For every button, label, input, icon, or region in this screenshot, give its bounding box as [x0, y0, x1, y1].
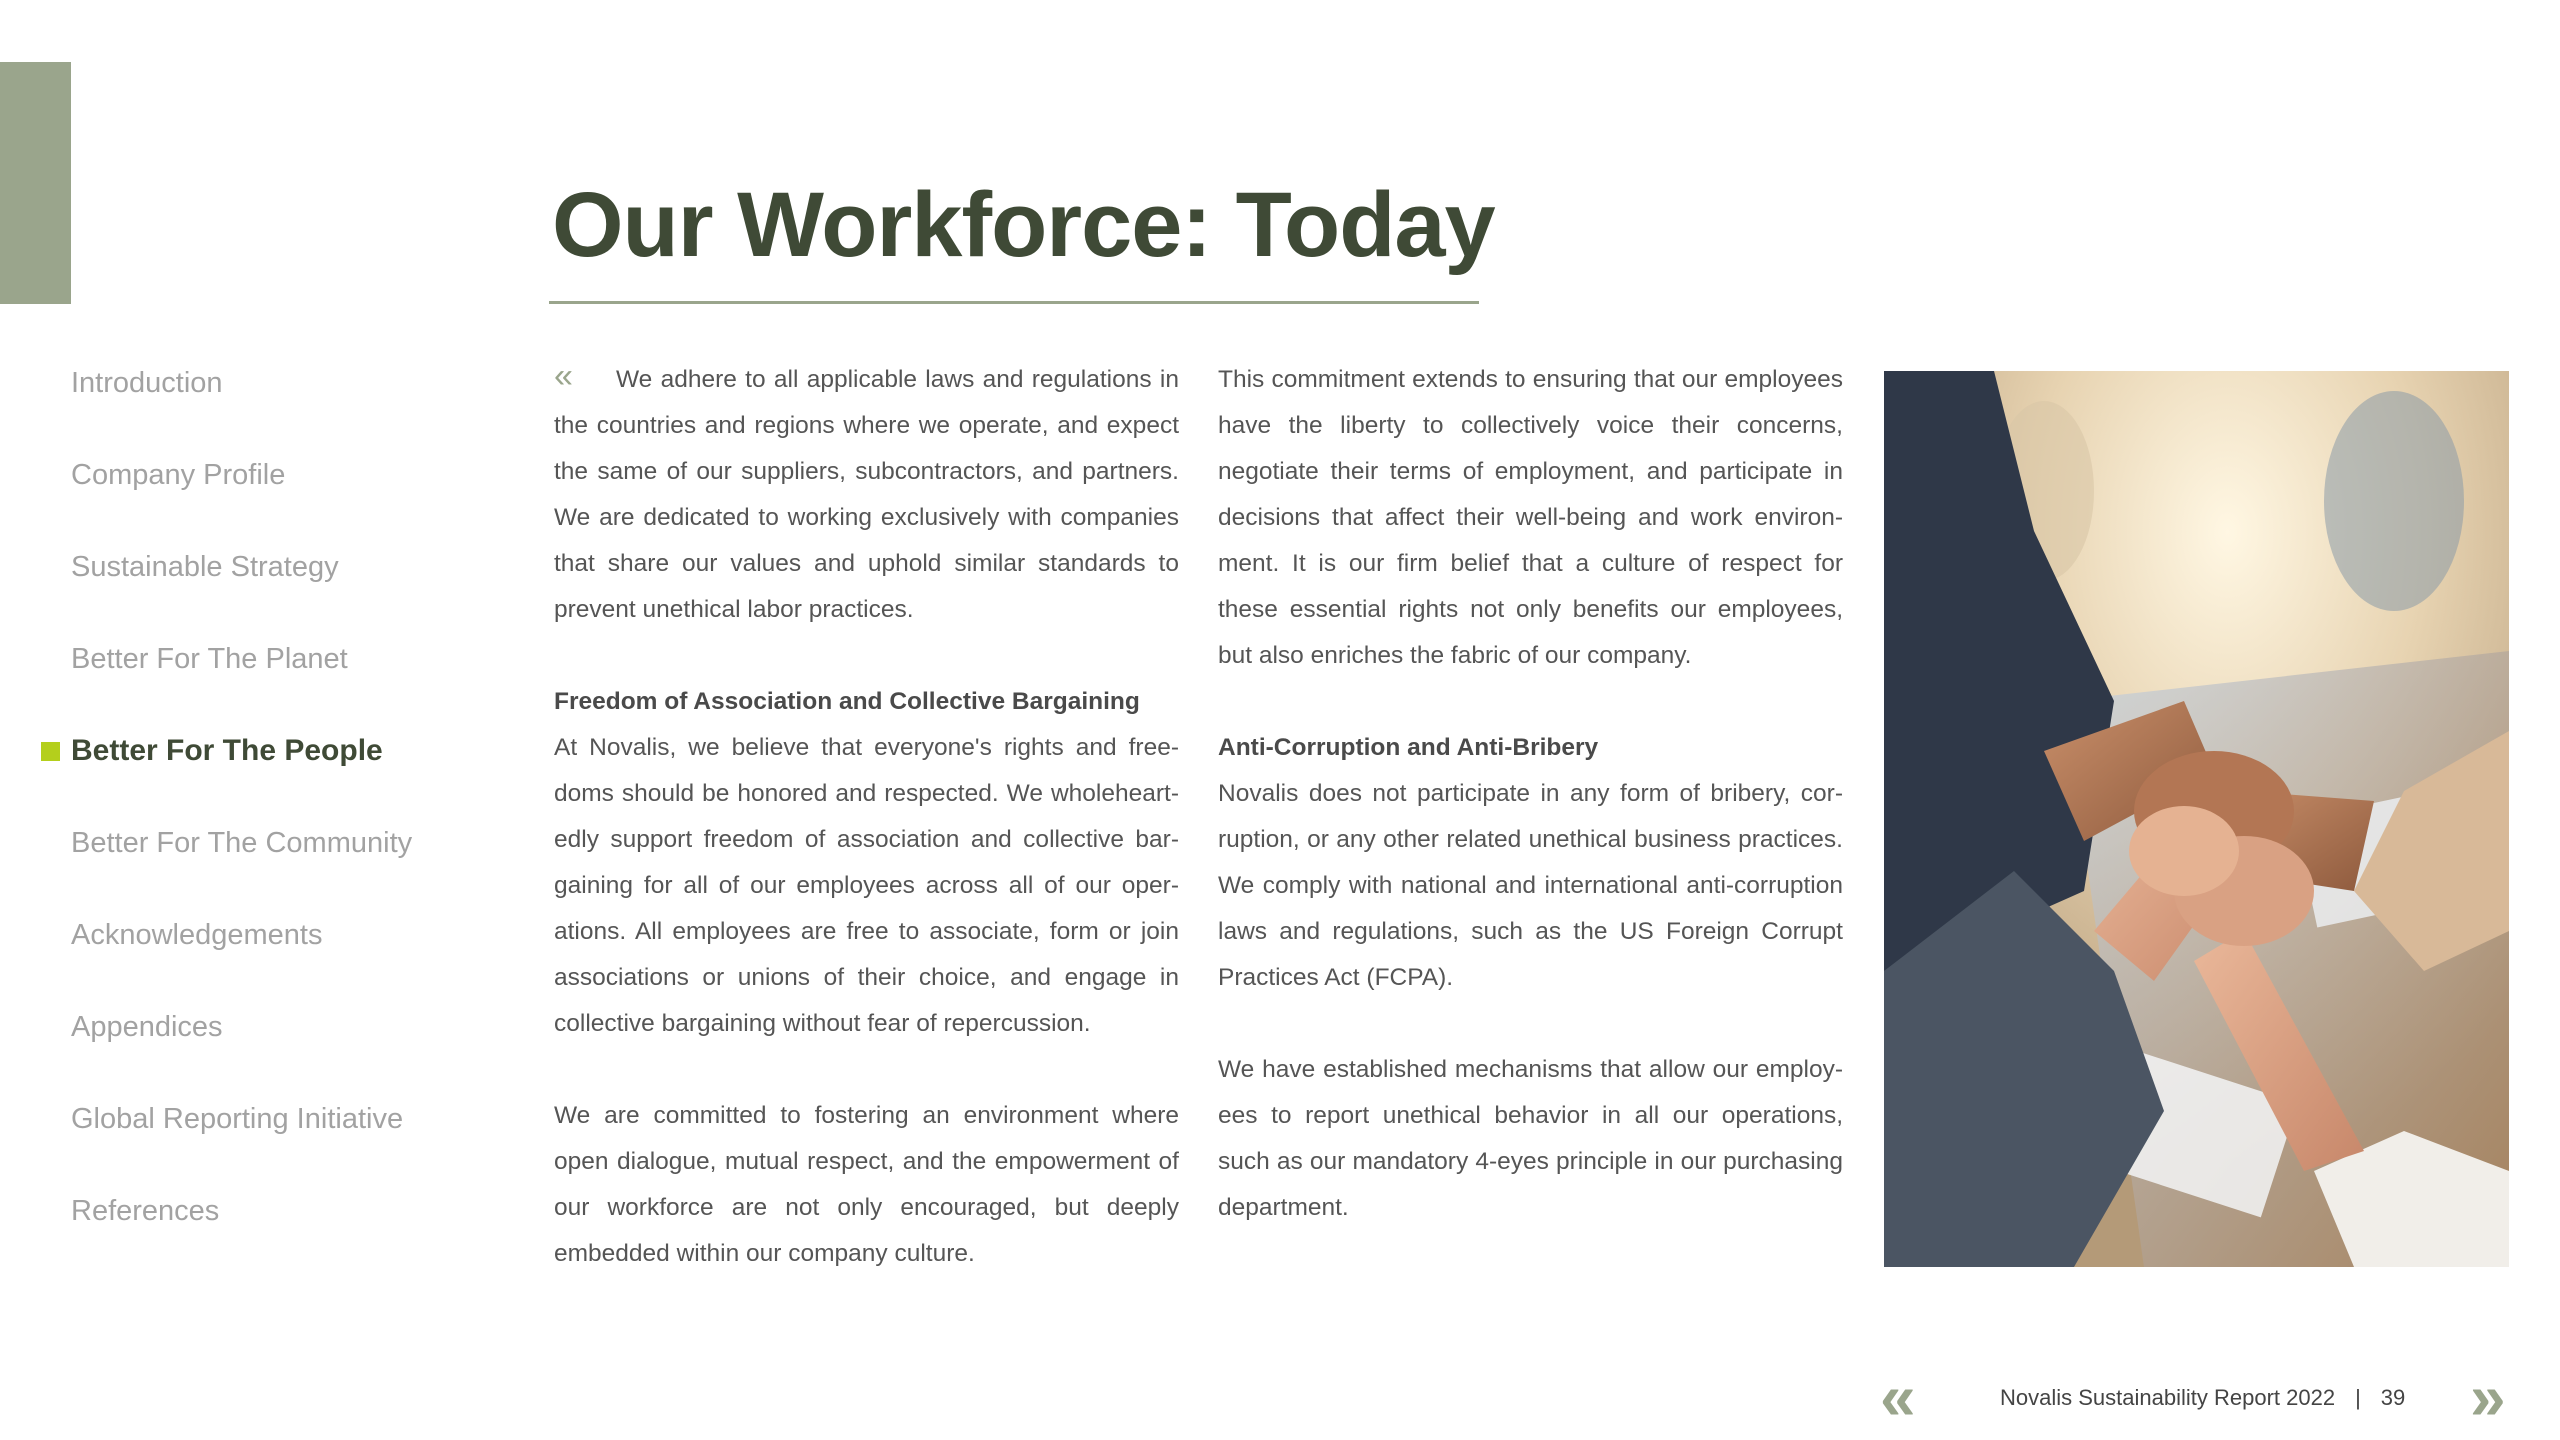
nav-item-label: Acknowledgements — [71, 919, 323, 951]
report-name: Novalis Sustainability Report 2022 — [2000, 1385, 2336, 1410]
page-number: 39 — [2380, 1385, 2406, 1410]
nav-item-appendices[interactable] — [0, 996, 480, 1088]
title-underline — [549, 301, 1479, 304]
nav-item-better-for-the-planet[interactable] — [0, 628, 480, 720]
nav-item-label: Better For The Planet — [71, 643, 348, 675]
mechanisms-paragraph: We have established mechanisms that allow our employees to report unethical behavior in all our operations, such as our mandatory 4-eyes principle in our purchasing department. — [1218, 1056, 1843, 1221]
freedom-paragraph: At Novalis, we believe that everyone's rights and freedoms should be honored and respected. We wholeheartedly support freedom of association and collective bargaining for all of our employees across all of our operations. All employees are free to associate, form or join associations or unions of their choice, and engage in collective bargaining without fear of repercussion. — [554, 734, 1179, 1037]
nav-item-better-for-the-community[interactable] — [0, 812, 480, 904]
nav-item-label: Sustainable Strategy — [71, 551, 339, 583]
anticorruption-paragraph: Novalis does not participate in any form of bribery, corruption, or any other related unethical business practices. We comply with national and international anti-corruption laws and regulations, such as the US Foreign Corrupt Practices Act (FCPA). — [1218, 780, 1843, 991]
nav-item-company-profile[interactable] — [0, 444, 480, 536]
nav-item-references[interactable] — [0, 1180, 480, 1272]
nav-item-label: Company Profile — [71, 459, 286, 491]
accent-bar — [0, 62, 71, 304]
footer-caption — [2000, 1380, 2405, 1416]
intro-text: We adhere to all applicable laws and regulations in the countries and regions where we operate, and expect the same of our suppliers, subcontractors, and partners. We are dedicated to working exclusively with companies that share our values and uphold similar standards to prevent unethical labor practices. — [554, 366, 1179, 623]
nav-item-acknowledgements[interactable] — [0, 904, 480, 996]
nav-item-global-reporting-initiative[interactable] — [0, 1088, 480, 1180]
nav-item-sustainable-strategy[interactable] — [0, 536, 480, 628]
page-title: Our Workforce: Today — [552, 174, 1495, 276]
spacer — [1218, 679, 1843, 725]
stacked-hands-photo — [1884, 371, 2509, 1267]
nav-item-label: Better For The Community — [71, 827, 413, 859]
left-quote-icon: « — [554, 357, 573, 395]
nav-item-label: References — [71, 1195, 220, 1227]
anticorruption-heading: Anti-Corruption and Anti-Bribery — [1218, 734, 1599, 761]
commitment-paragraph: This commitment extends to ensuring that our employees have the liberty to collectively voice their concerns, negotiate their terms of employment, and participate in decisions that affect their well-being and work environment. It is our firm belief that a culture of respect for these essential rights not only benefits our employees, but also enriches the fabric of our company. — [1218, 366, 1843, 669]
spacer — [1218, 1001, 1843, 1047]
nav-item-label: Appendices — [71, 1011, 223, 1043]
active-marker — [41, 742, 60, 761]
intro-paragraph — [554, 357, 1179, 633]
nav-item-introduction[interactable] — [0, 352, 480, 444]
fostering-paragraph: We are committed to fostering an environment where open dialogue, mutual respect, and the empowerment of our workforce are not only encouraged, but deeply embedded within our company culture. — [554, 1102, 1179, 1267]
text-column-left — [554, 357, 1179, 1277]
section-nav — [0, 352, 480, 1272]
next-page-icon[interactable]: » — [2470, 1361, 2506, 1433]
nav-item-label: Better For The People — [71, 734, 383, 767]
freedom-heading: Freedom of Association and Collective Bargaining — [554, 688, 1140, 715]
nav-item-label: Introduction — [71, 367, 223, 399]
nav-item-better-for-the-people[interactable] — [0, 720, 480, 812]
previous-page-icon[interactable]: « — [1880, 1361, 1916, 1433]
nav-item-label: Global Reporting Initiative — [71, 1103, 404, 1135]
spacer — [554, 1047, 1179, 1093]
footer-separator: | — [2355, 1385, 2361, 1410]
text-column-right — [1218, 357, 1843, 1231]
spacer — [554, 633, 1179, 679]
